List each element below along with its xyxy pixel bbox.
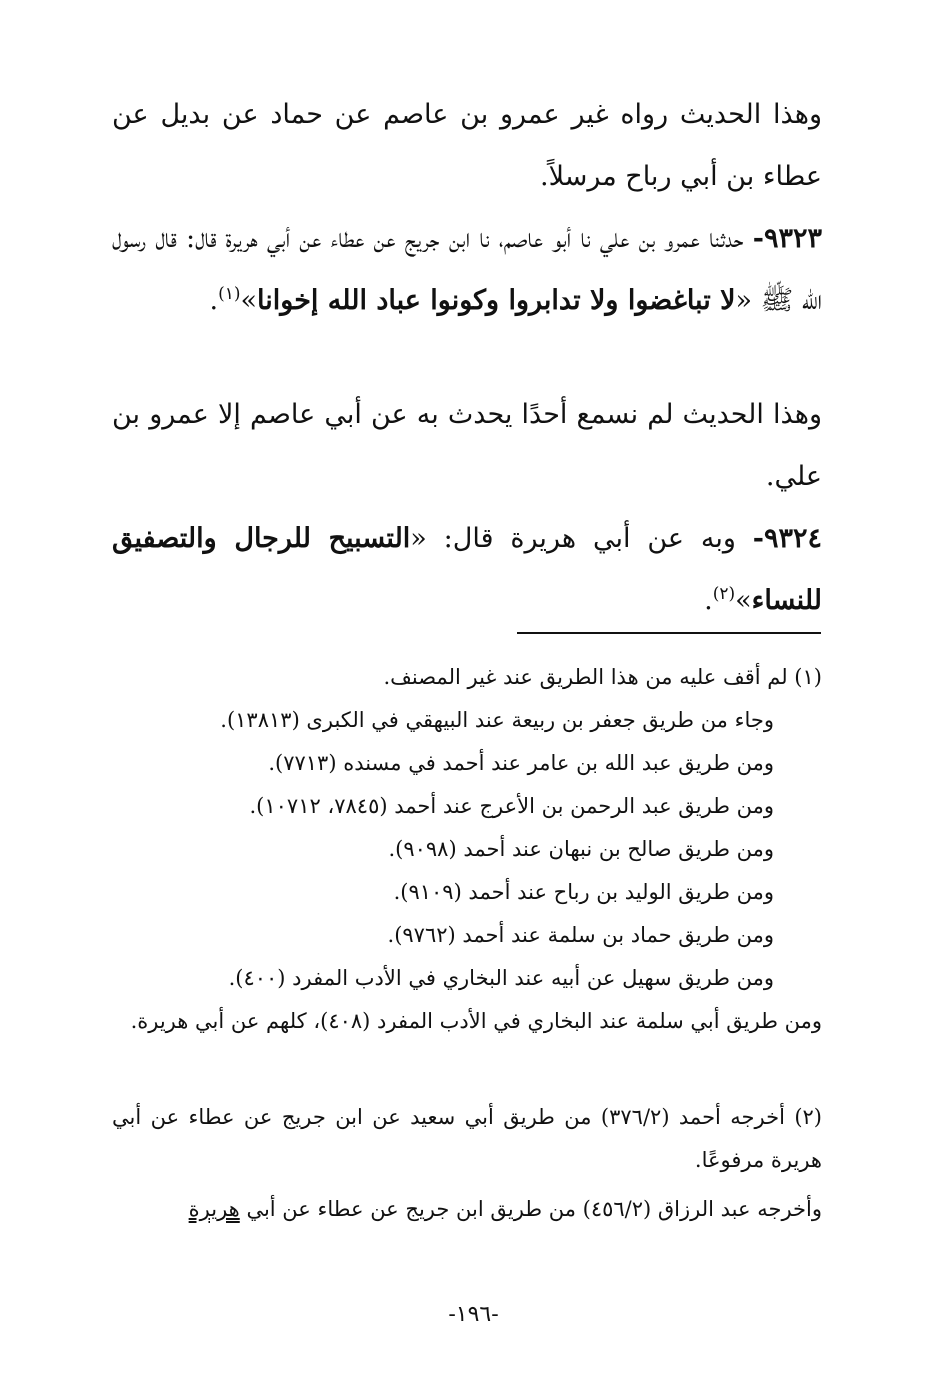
footnote-line: ومن طريق عبد الله بن عامر عند أحمد في مسنده (٧٧١٣). [268, 751, 774, 775]
paragraph-text: وهذا الحديث رواه غير عمرو بن عاصم عن حماد عن بديل عن عطاء بن أبي رباح مرسلاً. [112, 99, 822, 192]
period: . [704, 585, 713, 616]
hadith-number: ٩٣٢٤- [752, 523, 822, 554]
footnote-2-continuation [112, 1188, 822, 1231]
footnote-ref: (١) [218, 284, 241, 304]
hadith-matn: لا تباغضوا ولا تدابروا وكونوا عباد الله إخوانا [257, 285, 736, 316]
hadith-9323 [112, 208, 822, 332]
paragraph-note-1 [112, 84, 822, 208]
paragraph-note-2 [112, 384, 822, 508]
footnote-line: ومن طريق أبي سلمة عند البخاري في الأدب المفرد (٤٠٨)، كلهم عن أبي هريرة. [130, 1009, 822, 1033]
footnote-2 [112, 1096, 822, 1182]
hadith-9324 [112, 508, 822, 632]
footnote-line: وأخرجه عبد الرزاق (٤٥٦/٢) من طريق ابن جريج عن عطاء عن أبي [246, 1197, 822, 1221]
hadith-matn: التسبيح للرجال والتصفيق للنساء [112, 523, 822, 616]
hadith-text: وبه عن أبي هريرة قال: « [410, 523, 736, 554]
footnote-line: ومن طريق عبد الرحمن بن الأعرج عند أحمد (٧٨٤٥، ١٠٧١٢). [249, 794, 774, 818]
footnote-line: ومن طريق صالح بن نبهان عند أحمد (٩٠٩٨). [388, 837, 774, 861]
hadith-text: حدثنا عمرو بن علي نا أبو عاصم، نا ابن جريج عن عطاء عن أبي هريرة قال: قال رسول الله ﷺ « [112, 223, 822, 316]
paragraph-text: وهذا الحديث لم نسمع أحدًا يحدث به عن أبي عاصم إلا عمرو بن علي. [112, 399, 822, 492]
continued-word: هريرة [188, 1197, 240, 1221]
footnote-line: وجاء من طريق جعفر بن ربيعة عند البيهقي في الكبرى (١٣٨١٣). [220, 708, 774, 732]
footnote-separator [517, 632, 821, 634]
footnote-line: (١) لم أقف عليه من هذا الطريق عند غير المصنف. [383, 665, 822, 689]
quote-close: » [240, 285, 258, 316]
page-number: -١٩٦- [448, 1302, 499, 1327]
footnote-ref: (٢) [712, 584, 736, 604]
footnote-1 [112, 656, 822, 1043]
footnote-line: (٢) أخرجه أحمد (٣٧٦/٢) من طريق أبي سعيد عن ابن جريج عن عطاء عن أبي هريرة مرفوعًا. [112, 1105, 822, 1172]
footnote-line: ومن طريق حماد بن سلمة عند أحمد (٩٧٦٢). [387, 923, 774, 947]
hadith-number: ٩٣٢٣- [752, 223, 822, 254]
quote-close: » [735, 585, 752, 616]
footnote-line: ومن طريق سهيل عن أبيه عند البخاري في الأدب المفرد (٤٠٠). [228, 966, 774, 990]
period: . [209, 285, 219, 316]
footnote-line: ومن طريق الوليد بن رباح عند أحمد (٩١٠٩). [393, 880, 774, 904]
